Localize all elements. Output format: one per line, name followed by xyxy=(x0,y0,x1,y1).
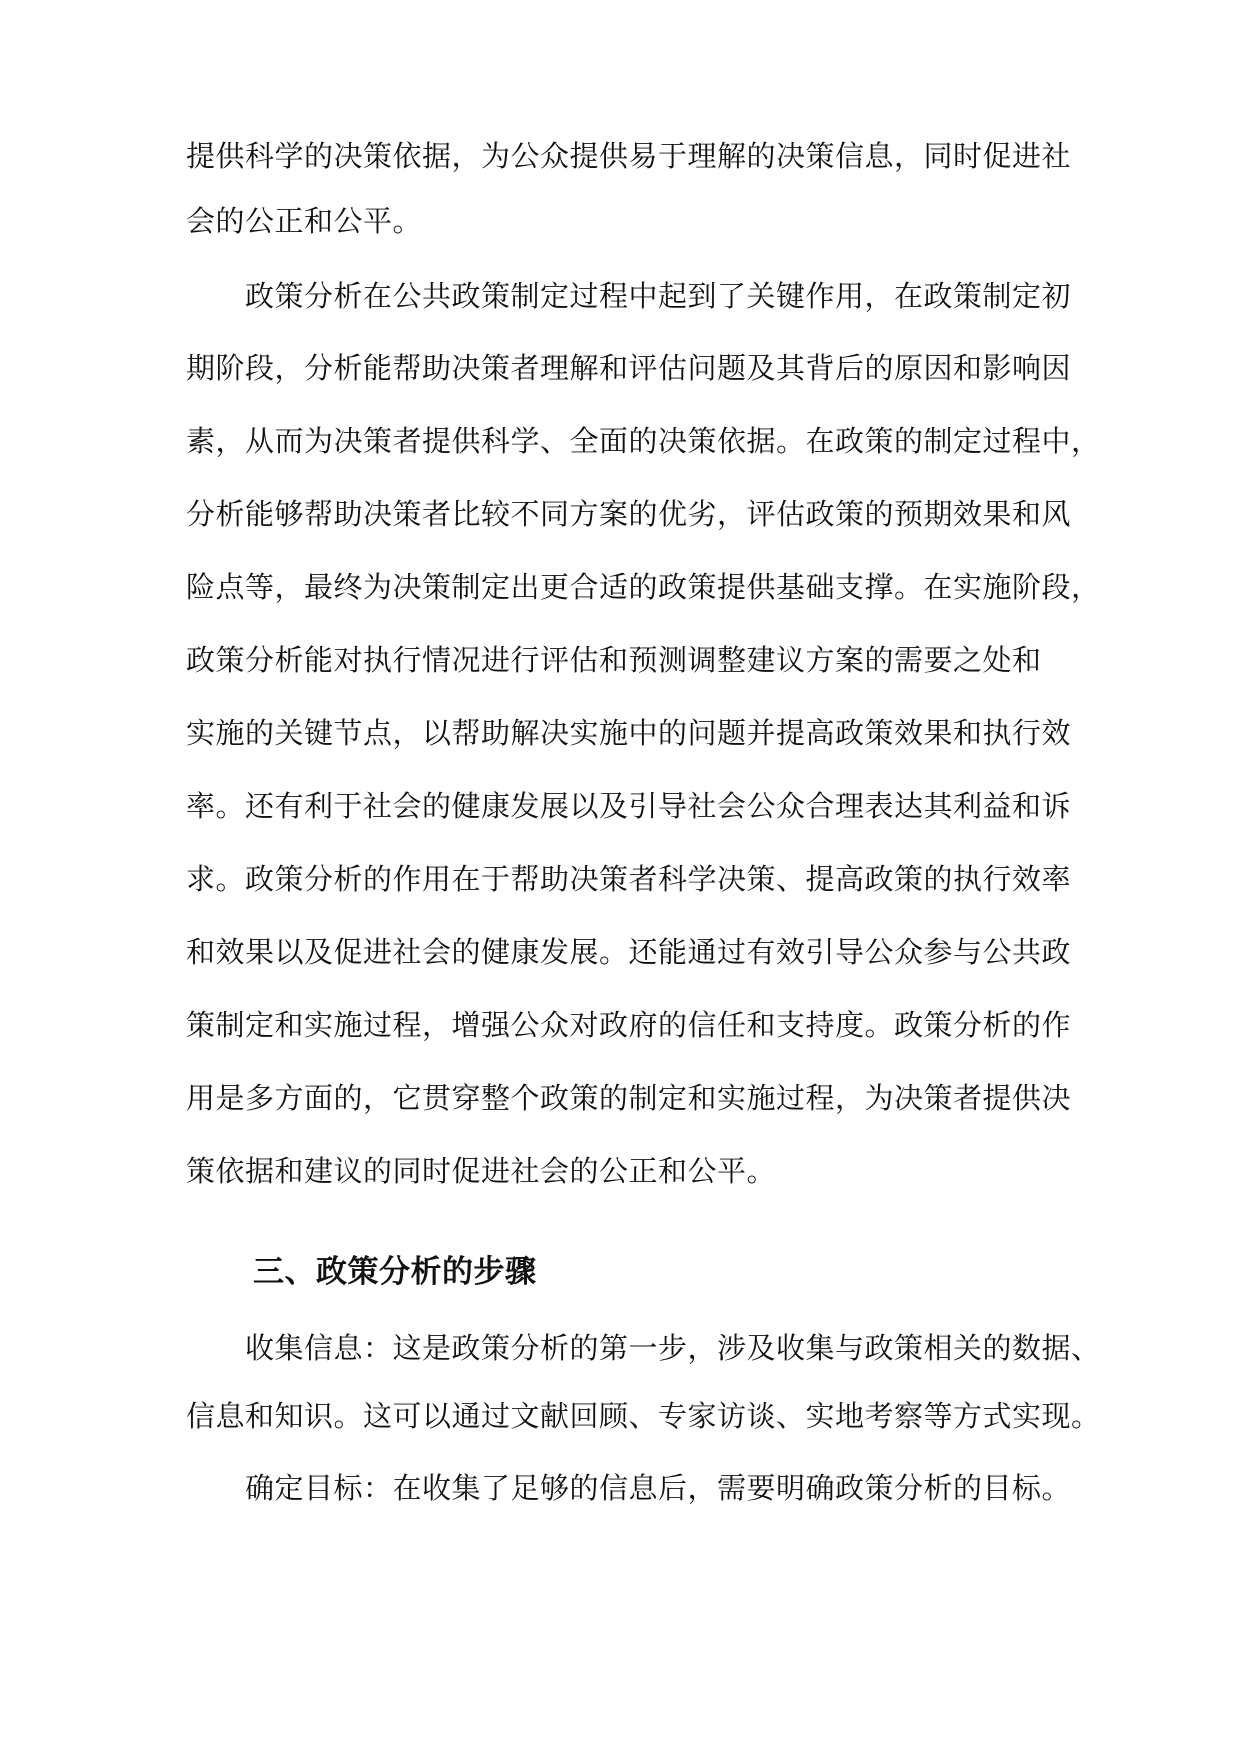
paragraph-3-line-2: 信息和知识。这可以通过文献回顾、专家访谈、实地考察等方式实现。 xyxy=(186,1399,1101,1433)
paragraph-2-line-13: 策依据和建议的同时促进社会的公正和公平。 xyxy=(186,1154,777,1188)
paragraph-4-line-1: 确定目标：在收集了足够的信息后，需要明确政策分析的目标。 xyxy=(245,1471,1072,1505)
paragraph-2-line-9: 求。政策分析的作用在于帮助决策者科学决策、提高政策的执行效率 xyxy=(186,862,1072,896)
paragraph-3-line-1: 收集信息：这是政策分析的第一步，涉及收集与政策相关的数据、 xyxy=(245,1331,1101,1365)
section-heading: 三、政策分析的步骤 xyxy=(253,1254,537,1290)
paragraph-2-line-5: 险点等，最终为决策制定出更合适的政策提供基础支撑。在实施阶段， xyxy=(186,570,1101,604)
paragraph-2-line-4: 分析能够帮助决策者比较不同方案的优劣，评估政策的预期效果和风 xyxy=(186,497,1072,531)
paragraph-2-line-8: 率。还有利于社会的健康发展以及引导社会公众合理表达其利益和诉 xyxy=(186,789,1072,823)
paragraph-2-line-6: 政策分析能对执行情况进行评估和预测调整建议方案的需要之处和 xyxy=(186,643,1042,677)
paragraph-2-line-12: 用是多方面的，它贯穿整个政策的制定和实施过程，为决策者提供决 xyxy=(186,1081,1072,1115)
paragraph-1-line-2: 会的公正和公平。 xyxy=(186,204,423,238)
paragraph-1-line-1: 提供科学的决策依据，为公众提供易于理解的决策信息，同时促进社 xyxy=(186,139,1072,173)
paragraph-2-line-1: 政策分析在公共政策制定过程中起到了关键作用，在政策制定初 xyxy=(245,279,1072,313)
paragraph-2-line-3: 素，从而为决策者提供科学、全面的决策依据。在政策的制定过程中， xyxy=(186,424,1101,458)
paragraph-2-line-2: 期阶段，分析能帮助决策者理解和评估问题及其背后的原因和影响因 xyxy=(186,351,1072,385)
paragraph-2-line-7: 实施的关键节点，以帮助解决实施中的问题并提高政策效果和执行效 xyxy=(186,716,1072,750)
paragraph-2-line-10: 和效果以及促进社会的健康发展。还能通过有效引导公众参与公共政 xyxy=(186,935,1072,969)
paragraph-2-line-11: 策制定和实施过程，增强公众对政府的信任和支持度。政策分析的作 xyxy=(186,1008,1072,1042)
